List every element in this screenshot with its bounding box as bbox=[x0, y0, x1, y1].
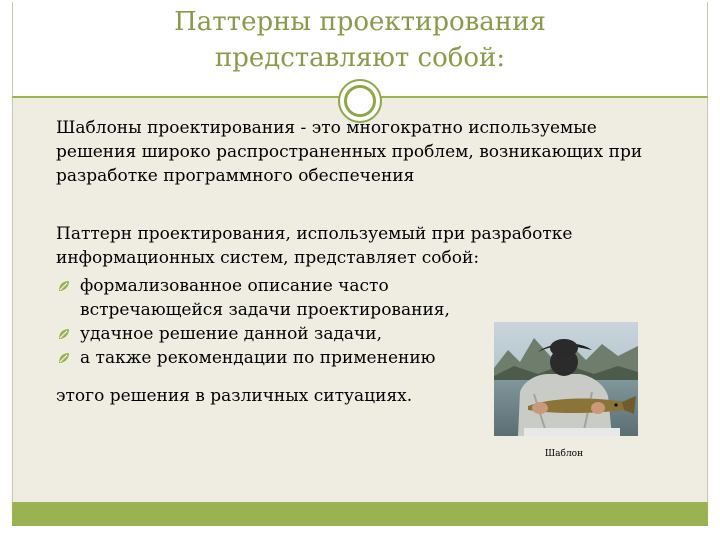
fisherman-photo bbox=[494, 322, 638, 436]
bullet-list bbox=[56, 274, 496, 370]
bullet-text: удачное решение данной задачи, bbox=[80, 324, 383, 344]
leaf-bullet-icon bbox=[58, 328, 70, 340]
leaf-bullet-icon bbox=[58, 280, 70, 292]
leaf-bullet-icon bbox=[58, 352, 70, 364]
slide-title bbox=[12, 4, 708, 76]
bullet-item bbox=[56, 322, 496, 346]
pattern-intro-paragraph: Паттерн проектирования, используемый при разработке информационных систем, представляет собой: bbox=[56, 224, 573, 268]
definition-paragraph: Шаблоны проектирования - это многократно используемые решения широко распространенных проблем, возникающих при разработке программного обеспечения bbox=[56, 118, 643, 186]
title-line-1: Паттерны проектирования bbox=[174, 7, 546, 37]
bullet-item bbox=[56, 274, 496, 322]
image-caption: Шаблон bbox=[544, 449, 584, 459]
footer-bar bbox=[12, 502, 708, 526]
ring-ornament-inner bbox=[344, 85, 376, 117]
title-line-2: представляют собой: bbox=[214, 43, 506, 73]
bullet-item bbox=[56, 346, 496, 370]
closing-line: этого решения в различных ситуациях. bbox=[56, 386, 413, 406]
bullet-text: а также рекомендации по применению bbox=[80, 348, 436, 368]
bullet-text: формализованное описание часто встречающейся задачи проектирования, bbox=[80, 276, 450, 320]
